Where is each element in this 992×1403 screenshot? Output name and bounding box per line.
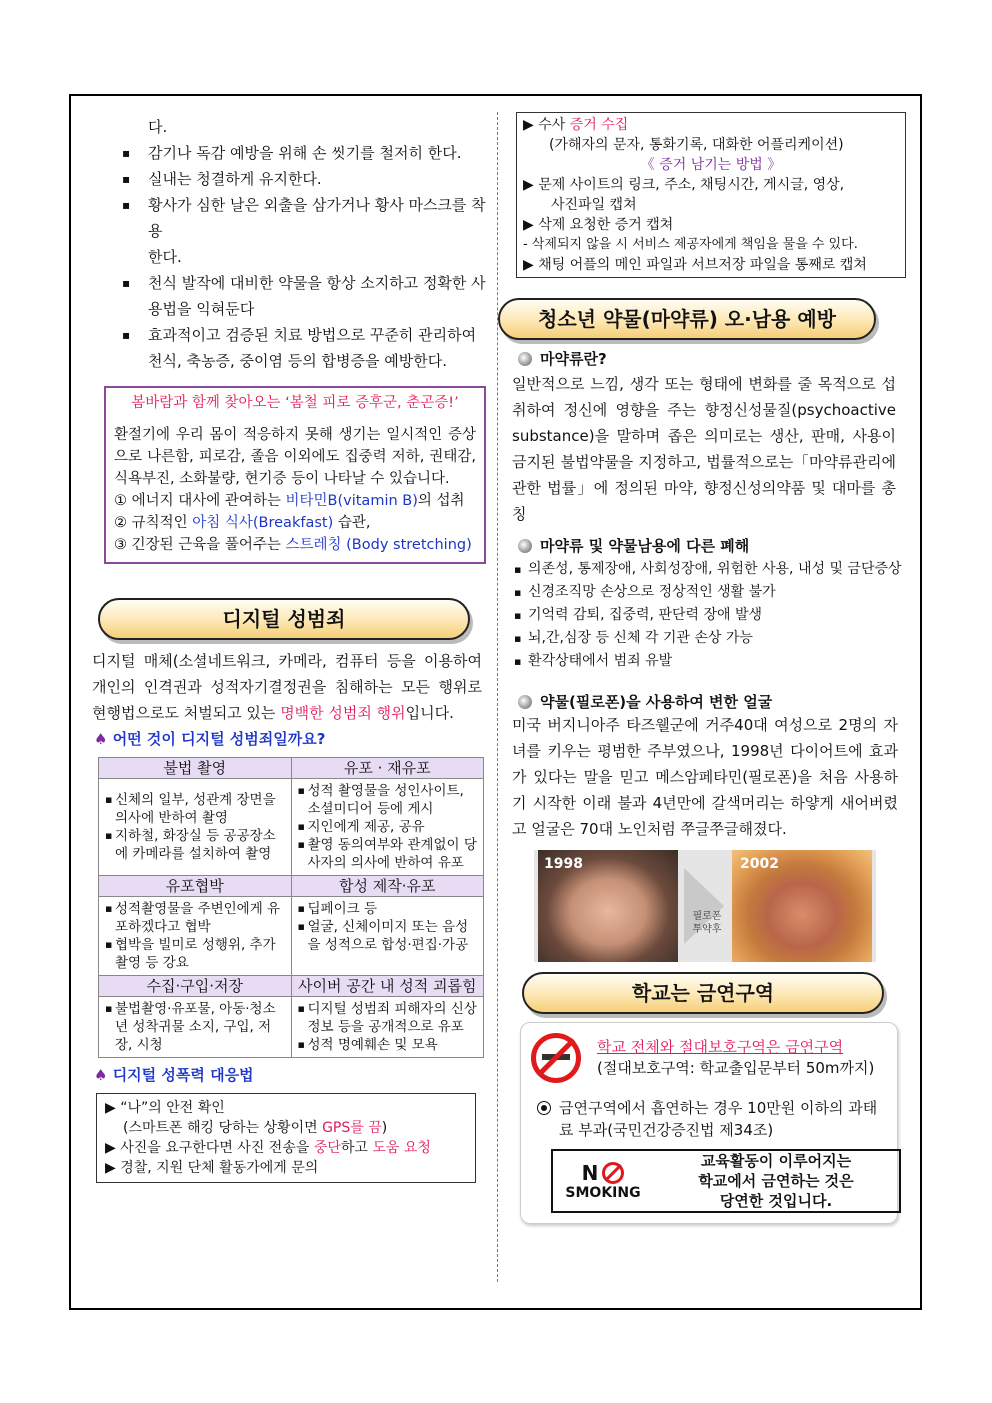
evidence-box xyxy=(516,112,906,278)
table-header-cell: 수집·구입·저장 xyxy=(99,976,292,997)
evidence-4: ▶ 문제 사이트의 링크, 주소, 채팅시간, 게시글, 영상, xyxy=(523,177,845,193)
response-4: ▶ 경찰, 지원 단체 활동가에게 문의 xyxy=(105,1160,319,1176)
table-cell-item: ▪ 성적촬영물을 주변인에게 유포하겠다고 협박 xyxy=(105,900,285,936)
after-use-label: 필로폰 투약후 xyxy=(692,911,722,935)
table-header-cell: 불법 촬영 xyxy=(99,758,292,779)
smoke-rule-row xyxy=(531,1033,887,1083)
drug-definition: 일반적으로 느낌, 생각 또는 형태에 변화를 줄 목적으로 섭취하여 정신에 영향을 주는 향정신성물질(psychoactive substance)을 말하며 좁은 의미로는 생산, 판매, 사용이 금지된 불법약물을 지정하고, 법률적으로는「마약류관리에관한 법률」에 정의된 마약, 향정신성의약품 및 대마를 총칭 xyxy=(512,375,896,523)
intro-tail: 다. xyxy=(148,118,168,136)
table-cell xyxy=(291,897,484,976)
meth-story: 미국 버지니아주 타즈웰군에 거주40대 여성으로 2명의 자녀를 키우는 평범한 주부였으나, 1998년 다이어트에 효과가 있다는 말을 믿고 메스암페타민(필로폰)을 처음 사용하기 시작한 이래 불과 4년만에 갈색머리는 하얗게 새어버렸고 얼굴은 70대 노인처럼 쭈글쭈글해졌다. xyxy=(512,716,898,838)
harm-item: ▪ 신경조직망 손상으로 정상적인 생활 불가 xyxy=(512,581,902,604)
evidence-2: (가해자의 문자, 통화기록, 대화한 어플리케이션) xyxy=(549,137,844,153)
radio-icon xyxy=(537,1101,551,1115)
spring-fatigue-box xyxy=(104,386,486,564)
fine-row xyxy=(531,1097,887,1141)
evidence-1: ▶ 수사 증거 수집 xyxy=(523,117,629,133)
crime-types-table xyxy=(98,757,484,1058)
evidence-6: ▶ 삭제 요청한 증거 캡쳐 xyxy=(523,217,674,233)
table-cell-item: ▪ 성적 명예훼손 및 모욕 xyxy=(298,1036,478,1054)
year-1998-label: 1998 xyxy=(544,856,583,872)
smoke-rule-text xyxy=(597,1037,874,1079)
spring-tip-1: ① 에너지 대사에 관여하는 비타민B(vitamin B)의 섭취 xyxy=(114,493,465,509)
before-after-photo xyxy=(534,850,876,962)
no-n-letter: N xyxy=(581,1161,599,1185)
table-cell-item: ▪ 지하철, 화장실 등 공공장소에 카메라를 설치하여 촬영 xyxy=(105,827,285,863)
table-cell-item: ▪ 얼굴, 신체이미지 또는 음성을 성적으로 합성·편집·가공 xyxy=(298,918,478,954)
smoke-rule-2: (절대보호구역: 학교출입문부터 50m까지) xyxy=(597,1059,875,1077)
harm-item: ▪ 환각상태에서 범죄 유발 xyxy=(512,650,902,673)
harm-item: ▪ 의존성, 통제장애, 사회성장애, 위험한 사용, 내성 및 금단증상 xyxy=(512,558,902,581)
harm-item: ▪ 기억력 감퇴, 집중력, 판단력 장애 발생 xyxy=(512,604,902,627)
spring-box-title: 봄바람과 함께 찾아오는 ‘봄철 피로 증후군, 춘곤증!’ xyxy=(131,395,459,411)
health-bullet: ▪ 감기나 독감 예방을 위해 손 씻기를 철저히 한다. xyxy=(88,140,486,166)
right-column xyxy=(508,112,904,1224)
smoke-rule-1: 학교 전체와 절대보호구역은 금연구역 xyxy=(597,1038,844,1056)
health-bullet: ▪ 효과적이고 검증된 치료 방법으로 꾸준히 관리하여 천식, 축농증, 중이염 등의 합병증을 예방한다. xyxy=(88,322,486,374)
year-2002-label: 2002 xyxy=(740,856,779,872)
spring-box-body: 환절기에 우리 몸이 적응하지 못해 생기는 일시적인 증상으로 나른함, 피로감, 졸음 이외에도 집중력 저하, 권태감, 식욕부진, 소화불량, 현기증 등이 나타날 수 있습니다. xyxy=(114,427,476,487)
smoking-word: SMOKING xyxy=(565,1185,641,1201)
table-cell xyxy=(99,997,292,1058)
table-cell-item: ▪ 신체의 일부, 성관계 장면을 의사에 반하여 촬영 xyxy=(105,791,285,827)
table-cell-item: ▪ 불법촬영·유포물, 아동·청소년 성착귀물 소지, 구입, 저장, 시청 xyxy=(105,1000,285,1054)
table-header-cell: 합성 제작·유포 xyxy=(291,876,484,897)
drug-banner: 청소년 약물(마약류) 오·남용 예방 xyxy=(498,298,876,340)
table-cell-item: ▪ 성적 촬영물을 성인사이트, 소셜미디어 등에 게시 xyxy=(298,782,478,818)
response-3: ▶ 사진을 요구한다면 사진 전송을 중단하고 도움 요청 xyxy=(105,1140,431,1156)
no-smoking-sign xyxy=(551,1149,901,1213)
table-cell-item: ▪ 지인에게 제공, 공유 xyxy=(298,818,478,836)
table-header-cell: 유포협박 xyxy=(99,876,292,897)
digital-crime-paragraph: 디지털 매체(소셜네트워크, 카메라, 컴퓨터 등을 이용하여 개인의 인격권과 성적자기결정권을 침해하는 모든 행위로 현행법으로도 처벌되고 있는 명백한 성범죄 행위입니다. xyxy=(92,652,482,722)
evidence-8: ▶ 채팅 어플의 메인 파일과 서브저장 파일을 통째로 캡쳐 xyxy=(523,257,867,273)
no-smoking-banner: 학교는 금연구역 xyxy=(522,972,884,1014)
response-title: ♠ 디지털 성폭력 대응법 xyxy=(94,1066,254,1084)
bullet-circle-icon xyxy=(518,695,532,709)
table-cell xyxy=(291,997,484,1058)
table-header-cell: 유포 · 재유포 xyxy=(291,758,484,779)
bullet-circle-icon xyxy=(518,352,532,366)
bullet-circle-icon xyxy=(518,539,532,553)
table-cell xyxy=(291,779,484,876)
drug-question-1: 마약류란? xyxy=(518,348,904,369)
evidence-3: 《 증거 남기는 방법 》 xyxy=(640,157,782,173)
table-cell-item: ▪ 협박을 빌미로 성행위, 추가 촬영 등 강요 xyxy=(105,936,285,972)
table-cell-item: ▪ 딥페이크 등 xyxy=(298,900,478,918)
spring-tip-3: ③ 긴장된 근육을 풀어주는 스트레칭 (Body stretching) xyxy=(114,537,472,553)
health-bullet: ▪ 황사가 심한 날은 외출을 삼가거나 황사 마스크를 착용 한다. xyxy=(88,192,486,270)
spring-tip-2: ② 규칙적인 아침 식사(Breakfast) 습관, xyxy=(114,515,371,531)
response-box xyxy=(96,1093,476,1183)
no-smoking-box xyxy=(520,1022,898,1224)
digital-crime-question: ♠ 어떤 것이 디지털 성범죄일까요? xyxy=(94,730,326,748)
health-bullets xyxy=(88,140,486,374)
digital-crime-banner: 디지털 성범죄 xyxy=(98,598,470,640)
harm-list xyxy=(512,558,902,673)
evidence-7: - 삭제되지 않을 시 서비스 제공자에게 책임을 물을 수 있다. xyxy=(523,237,858,252)
evidence-5: 사진파일 캡쳐 xyxy=(551,197,637,213)
left-column xyxy=(88,112,486,1183)
drug-question-3: 약물(필로폰)을 사용하여 변한 얼굴 xyxy=(518,691,904,712)
no-smoking-logo xyxy=(553,1161,653,1201)
no-smoking-small-icon xyxy=(602,1162,624,1184)
response-1: ▶ “나”의 안전 확인 xyxy=(105,1100,225,1116)
response-2: (스마트폰 해킹 당하는 상황이면 GPS를 끔) xyxy=(123,1120,388,1136)
table-header-cell: 사이버 공간 내 성적 괴롭힘 xyxy=(291,976,484,997)
fine-text: 금연구역에서 흡연하는 경우 10만원 이하의 과태료 부과(국민건강증진법 제34조) xyxy=(559,1099,878,1139)
table-cell-item: ▪ 촬영 동의여부와 관계없이 당사자의 의사에 반하여 유포 xyxy=(298,836,478,872)
harm-item: ▪ 뇌,간,심장 등 신체 각 기관 손상 가능 xyxy=(512,627,902,650)
health-bullet: ▪ 천식 발작에 대비한 약물을 항상 소지하고 정확한 사 용법을 익혀둔다 xyxy=(88,270,486,322)
smoke-message: 교육활동이 이루어지는 학교에서 금연하는 것은 당연한 것입니다. xyxy=(698,1152,854,1210)
table-cell xyxy=(99,779,292,876)
column-divider xyxy=(497,112,498,1282)
drug-question-2: 마약류 및 약물남용에 다른 폐해 xyxy=(518,535,904,556)
table-cell-item: ▪ 디지털 성범죄 피해자의 신상 정보 등을 공개적으로 유포 xyxy=(298,1000,478,1036)
table-cell xyxy=(99,897,292,976)
health-bullet: ▪ 실내는 청결하게 유지한다. xyxy=(88,166,486,192)
no-smoking-icon xyxy=(531,1033,581,1083)
